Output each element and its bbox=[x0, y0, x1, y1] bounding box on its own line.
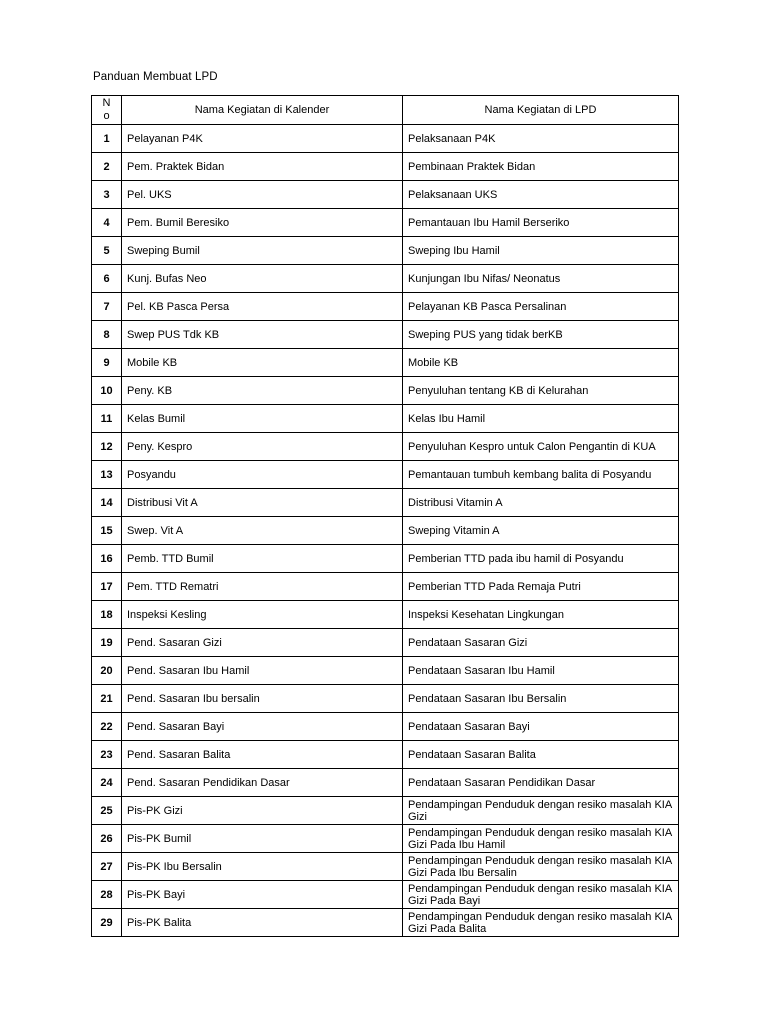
row-number: 9 bbox=[92, 349, 122, 377]
table-row bbox=[92, 489, 679, 517]
row-number: 23 bbox=[92, 741, 122, 769]
calendar-activity-cell: Swep. Vit A bbox=[122, 517, 403, 545]
table-row bbox=[92, 321, 679, 349]
table-row bbox=[92, 461, 679, 489]
row-number: 5 bbox=[92, 237, 122, 265]
lpd-activity-cell: Sweping Vitamin A bbox=[403, 517, 679, 545]
calendar-activity-cell: Pis-PK Ibu Bersalin bbox=[122, 853, 403, 881]
calendar-activity-cell: Mobile KB bbox=[122, 349, 403, 377]
table-row bbox=[92, 293, 679, 321]
lpd-activity-cell: Mobile KB bbox=[403, 349, 679, 377]
lpd-activity-cell: Pelaksanaan UKS bbox=[403, 181, 679, 209]
row-number: 13 bbox=[92, 461, 122, 489]
table-row bbox=[92, 377, 679, 405]
lpd-activity-cell: Kunjungan Ibu Nifas/ Neonatus bbox=[403, 265, 679, 293]
table-row bbox=[92, 545, 679, 573]
calendar-activity-cell: Pem. TTD Rematri bbox=[122, 573, 403, 601]
table-header-row bbox=[92, 96, 679, 125]
table-row bbox=[92, 349, 679, 377]
row-number: 25 bbox=[92, 797, 122, 825]
calendar-activity-cell: Pend. Sasaran Balita bbox=[122, 741, 403, 769]
table-row bbox=[92, 741, 679, 769]
lpd-activity-cell: Pelayanan KB Pasca Persalinan bbox=[403, 293, 679, 321]
table-row bbox=[92, 713, 679, 741]
table-body bbox=[92, 125, 679, 937]
calendar-activity-cell: Peny. KB bbox=[122, 377, 403, 405]
lpd-activity-cell: Pendataan Sasaran Pendidikan Dasar bbox=[403, 769, 679, 797]
calendar-activity-cell: Posyandu bbox=[122, 461, 403, 489]
lpd-activity-cell: Sweping PUS yang tidak berKB bbox=[403, 321, 679, 349]
row-number: 2 bbox=[92, 153, 122, 181]
calendar-activity-cell: Pis-PK Bumil bbox=[122, 825, 403, 853]
row-number: 27 bbox=[92, 853, 122, 881]
row-number: 7 bbox=[92, 293, 122, 321]
lpd-activity-cell: Pendampingan Penduduk dengan resiko masalah KIA Gizi bbox=[403, 797, 679, 825]
table-row bbox=[92, 685, 679, 713]
calendar-activity-cell: Distribusi Vit A bbox=[122, 489, 403, 517]
row-number: 22 bbox=[92, 713, 122, 741]
calendar-activity-cell: Pem. Bumil Beresiko bbox=[122, 209, 403, 237]
calendar-activity-cell: Pem. Praktek Bidan bbox=[122, 153, 403, 181]
table-row bbox=[92, 881, 679, 909]
table-row bbox=[92, 601, 679, 629]
lpd-activity-cell: Pendataan Sasaran Balita bbox=[403, 741, 679, 769]
header-lpd-activity: Nama Kegiatan di LPD bbox=[403, 96, 679, 125]
lpd-activity-cell: Distribusi Vitamin A bbox=[403, 489, 679, 517]
lpd-activity-cell: Penyuluhan Kespro untuk Calon Pengantin di KUA bbox=[403, 433, 679, 461]
calendar-activity-cell: Pend. Sasaran Ibu Hamil bbox=[122, 657, 403, 685]
lpd-activity-cell: Pendampingan Penduduk dengan resiko masalah KIA Gizi Pada Bayi bbox=[403, 881, 679, 909]
row-number: 29 bbox=[92, 909, 122, 937]
lpd-activity-cell: Pendataan Sasaran Ibu Bersalin bbox=[403, 685, 679, 713]
row-number: 24 bbox=[92, 769, 122, 797]
lpd-activity-cell: Inspeksi Kesehatan Lingkungan bbox=[403, 601, 679, 629]
row-number: 18 bbox=[92, 601, 122, 629]
table-row bbox=[92, 797, 679, 825]
lpd-activity-cell: Pendataan Sasaran Gizi bbox=[403, 629, 679, 657]
calendar-activity-cell: Kunj. Bufas Neo bbox=[122, 265, 403, 293]
table-row bbox=[92, 517, 679, 545]
table-row bbox=[92, 181, 679, 209]
table-row bbox=[92, 237, 679, 265]
row-number: 21 bbox=[92, 685, 122, 713]
calendar-activity-cell: Pel. KB Pasca Persa bbox=[122, 293, 403, 321]
row-number: 3 bbox=[92, 181, 122, 209]
row-number: 10 bbox=[92, 377, 122, 405]
row-number: 4 bbox=[92, 209, 122, 237]
calendar-activity-cell: Pel. UKS bbox=[122, 181, 403, 209]
table-row bbox=[92, 853, 679, 881]
lpd-activity-cell: Pendampingan Penduduk dengan resiko masalah KIA Gizi Pada Ibu Hamil bbox=[403, 825, 679, 853]
lpd-activity-cell: Pendataan Sasaran Bayi bbox=[403, 713, 679, 741]
row-number: 6 bbox=[92, 265, 122, 293]
calendar-activity-cell: Pemb. TTD Bumil bbox=[122, 545, 403, 573]
row-number: 16 bbox=[92, 545, 122, 573]
calendar-activity-cell: Pelayanan P4K bbox=[122, 125, 403, 153]
lpd-activity-cell: Pembinaan Praktek Bidan bbox=[403, 153, 679, 181]
calendar-activity-cell: Pend. Sasaran Pendidikan Dasar bbox=[122, 769, 403, 797]
header-no: N o bbox=[92, 96, 122, 125]
calendar-activity-cell: Pend. Sasaran Bayi bbox=[122, 713, 403, 741]
lpd-activity-cell: Pelaksanaan P4K bbox=[403, 125, 679, 153]
lpd-activity-cell: Pendampingan Penduduk dengan resiko masalah KIA Gizi Pada Ibu Bersalin bbox=[403, 853, 679, 881]
table-row bbox=[92, 909, 679, 937]
calendar-activity-cell: Pend. Sasaran Gizi bbox=[122, 629, 403, 657]
calendar-activity-cell: Kelas Bumil bbox=[122, 405, 403, 433]
calendar-activity-cell: Pis-PK Bayi bbox=[122, 881, 403, 909]
row-number: 12 bbox=[92, 433, 122, 461]
lpd-activity-cell: Pendampingan Penduduk dengan resiko masalah KIA Gizi Pada Balita bbox=[403, 909, 679, 937]
table-row bbox=[92, 657, 679, 685]
calendar-activity-cell: Pend. Sasaran Ibu bersalin bbox=[122, 685, 403, 713]
lpd-activity-cell: Pemantauan tumbuh kembang balita di Posyandu bbox=[403, 461, 679, 489]
row-number: 17 bbox=[92, 573, 122, 601]
lpd-activity-cell: Penyuluhan tentang KB di Kelurahan bbox=[403, 377, 679, 405]
row-number: 28 bbox=[92, 881, 122, 909]
row-number: 26 bbox=[92, 825, 122, 853]
calendar-activity-cell: Peny. Kespro bbox=[122, 433, 403, 461]
calendar-activity-cell: Sweping Bumil bbox=[122, 237, 403, 265]
lpd-activity-cell: Kelas Ibu Hamil bbox=[403, 405, 679, 433]
document-title: Panduan Membuat LPD bbox=[93, 71, 218, 83]
row-number: 11 bbox=[92, 405, 122, 433]
calendar-activity-cell: Pis-PK Balita bbox=[122, 909, 403, 937]
table-row bbox=[92, 405, 679, 433]
lpd-activity-cell: Pemberian TTD pada ibu hamil di Posyandu bbox=[403, 545, 679, 573]
row-number: 19 bbox=[92, 629, 122, 657]
lpd-activity-cell: Pendataan Sasaran Ibu Hamil bbox=[403, 657, 679, 685]
lpd-activity-cell: Sweping Ibu Hamil bbox=[403, 237, 679, 265]
table-row bbox=[92, 825, 679, 853]
row-number: 8 bbox=[92, 321, 122, 349]
table-row bbox=[92, 265, 679, 293]
table-row bbox=[92, 433, 679, 461]
table-row bbox=[92, 125, 679, 153]
table-row bbox=[92, 629, 679, 657]
lpd-activity-cell: Pemantauan Ibu Hamil Berseriko bbox=[403, 209, 679, 237]
row-number: 15 bbox=[92, 517, 122, 545]
row-number: 1 bbox=[92, 125, 122, 153]
row-number: 14 bbox=[92, 489, 122, 517]
table-row bbox=[92, 153, 679, 181]
table-row bbox=[92, 769, 679, 797]
row-number: 20 bbox=[92, 657, 122, 685]
lpd-activity-cell: Pemberian TTD Pada Remaja Putri bbox=[403, 573, 679, 601]
calendar-activity-cell: Pis-PK Gizi bbox=[122, 797, 403, 825]
activity-mapping-table bbox=[91, 95, 679, 937]
table-row bbox=[92, 209, 679, 237]
table-row bbox=[92, 573, 679, 601]
header-calendar-activity: Nama Kegiatan di Kalender bbox=[122, 96, 403, 125]
calendar-activity-cell: Swep PUS Tdk KB bbox=[122, 321, 403, 349]
calendar-activity-cell: Inspeksi Kesling bbox=[122, 601, 403, 629]
